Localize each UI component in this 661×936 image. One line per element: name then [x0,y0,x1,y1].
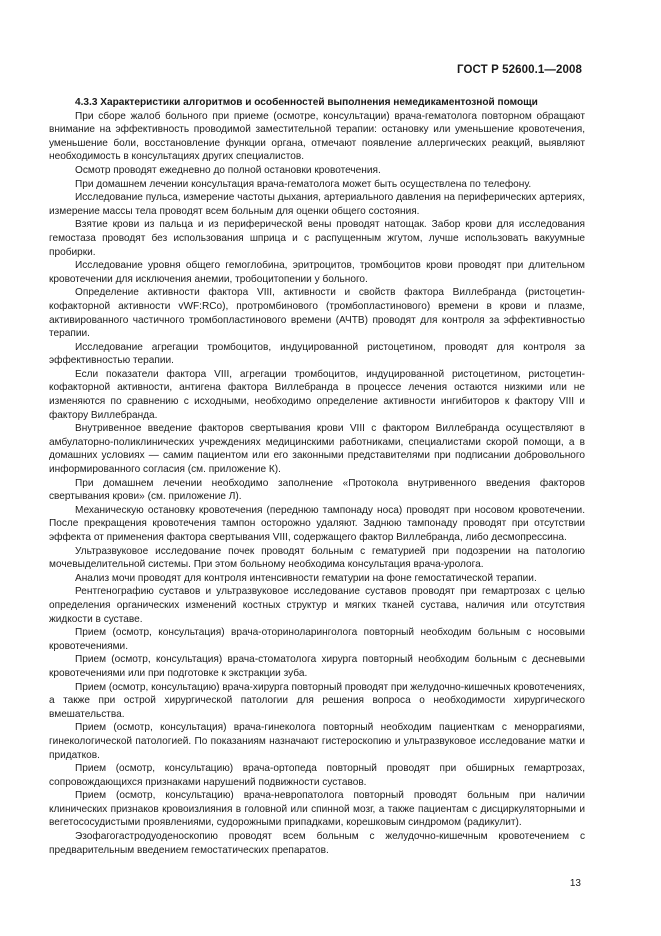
section-title: 4.3.3 Характеристики алгоритмов и особенностей выполнения немедикаментозной помощи [75,97,538,108]
paragraph: Исследование уровня общего гемоглобина, эритроцитов, тромбоцитов крови проводят при длительном кровотечении для исключения анемии, тробоцитопении у больного. [49,260,585,285]
paragraph: Внутривенное введение факторов свертывания крови VIII с фактором Виллебранда осуществляют в амбулаторно-поликлинических учреждениях медицинскими работниками, специалистами скорой помощи, а в домашних условиях — самим пациентом или его законными представителями при подписании добровольного информированного согласия (см. приложение К). [49,423,585,476]
paragraph: Прием (осмотр, консультацию) врача-невропатолога повторный проводят больным при наличии клинических признаков кровоизлияния в головной или спинной мозг, а также пациентам с дисциркуляторными и вегетососудистыми проявлениями, судорожными припадками, корешковым синдромом (радикулит). [49,790,585,829]
paragraph: Прием (осмотр, консультация) врача-оториноларинголога повторный необходим больным с носовыми кровотечениями. [49,627,585,652]
paragraph: Прием (осмотр, консультация) врача-гинеколога повторный необходим пациенткам с меноррагиями, гинекологической патологией. По показаниям назначают гистероскопию и ультразвуковое исследование матки и придатков. [49,722,585,761]
paragraph: При сборе жалоб больного при приеме (осмотре, консультации) врача-гематолога повторном обращают внимание на эффективность проводимой заместительной терапии: остановку или уменьшение кровотечения, уменьшение боли, восстановление функции органа, отмечают появление аллергических реакций, выявляют необходимость в консультациях других специалистов. [49,110,585,163]
paragraph: Осмотр проводят ежедневно до полной остановки кровотечения. [75,164,381,176]
paragraph: Взятие крови из пальца и из периферической вены проводят натощак. Забор крови для исследования гемостаза проводят без использования шприца и с распущенным жгутом, лучше использовать вакуумные пробирки. [49,219,585,258]
page-number: 13 [569,878,581,889]
document-body [49,96,585,857]
paragraph: Рентгенографию суставов и ультразвуковое исследование суставов проводят при гемартрозах с целью определения органических изменений костных структур и мягких тканей сустава, наличия или отсутствия жидкости в суставе. [49,586,585,625]
paragraph: Определение активности фактора VIII, активности и свойств фактора Виллебранда (ристоцетин-кофакторной активности vWF:RCo), протромбинового (тромбопластинового) времени в крови и плазме, активированного частичного тромбопластинового времени (АЧТВ) проводят для контроля за эффективностью терапии. [49,287,585,340]
paragraph: Анализ мочи проводят для контроля интенсивности гематурии на фоне гемостатической терапии. [75,572,537,584]
paragraph: Эзофагогастродуоденоскопию проводят всем больным с желудочно-кишечным кровотечением с предварительным введением гемостатических препаратов. [49,831,585,856]
standard-header: ГОСТ Р 52600.1—2008 [457,64,582,76]
paragraph: Исследование агрегации тромбоцитов, индуцированной ристоцетином, проводят для контроля за эффективностью терапии. [49,341,585,367]
paragraph: Прием (осмотр, консультацию) врача-хирурга повторный проводят при желудочно-кишечных кровотечениях, а также при острой хирургической патологии для решения вопроса о необходимости хирургического вмешательства. [49,681,585,720]
paragraph: Если показатели фактора VIII, агрегации тромбоцитов, индуцированной ристоцетином, ристоцетин-кофакторной активности, антигена фактора Виллебранда в процессе лечения остаются низкими или не изменяются по сравнению с исходными, необходимо определение активности ингибиторов к фактору VIII и фактору Виллебранда. [49,368,585,421]
paragraph: Исследование пульса, измерение частоты дыхания, артериального давления на периферических артериях, измерение массы тела проводят всем больным для оценки общего состояния. [49,192,585,217]
paragraph: Ультразвуковое исследование почек проводят больным с гематурией при подозрении на патологию мочевыделительной системы. При этом больному необходима консультация врача-уролога. [49,545,585,571]
paragraph: При домашнем лечении необходимо заполнение «Протокола внутривенного введения факторов свертывания крови» (см. приложение Л). [49,477,585,503]
paragraph: При домашнем лечении консультация врача-гематолога может быть осуществлена по телефону. [75,178,532,190]
paragraph: Прием (осмотр, консультацию) врача-ортопеда повторный проводят при обширных гемартрозах, сопровождающихся признаками нарушений подвижности суставов. [49,763,585,788]
paragraph: Механическую остановку кровотечения (переднюю тампонаду носа) проводят при носовом кровотечении. После прекращения кровотечения тампон осторожно удаляют. Заднюю тампонаду проводят при отсутствии эффекта от применения фактора свертывания VIII, содержащего фактор Виллебранда, либо десмопрессина. [49,504,585,543]
paragraph: Прием (осмотр, консультация) врача-стоматолога хирурга повторный необходим больным с десневыми кровотечениями или при подготовке к экстракции зуба. [49,654,585,679]
